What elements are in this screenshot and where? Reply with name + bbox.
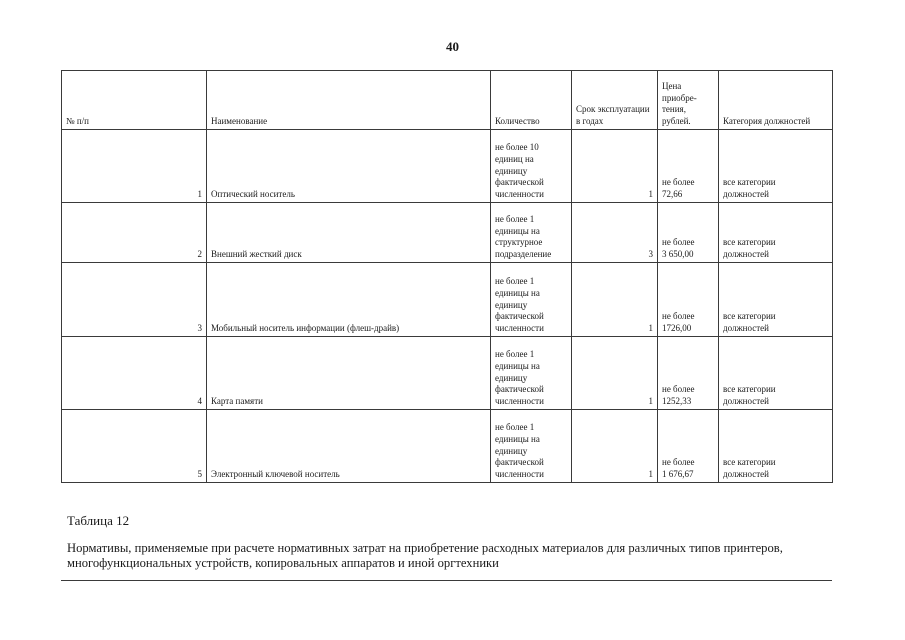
page-number: 40 <box>446 39 459 54</box>
header-qty: Количество <box>491 71 572 130</box>
cell-term: 3 <box>572 203 658 263</box>
cell-num: 4 <box>62 337 207 410</box>
header-name: Наименование <box>207 71 491 130</box>
bottom-rule <box>61 580 832 581</box>
cell-term: 1 <box>572 263 658 337</box>
cell-category: все категории должностей <box>719 130 833 203</box>
cell-num: 1 <box>62 130 207 203</box>
cell-qty: не более 1 единицы на единицу фактической численности <box>491 337 572 410</box>
cell-term: 1 <box>572 337 658 410</box>
cell-name: Оптический носитель <box>207 130 491 203</box>
cell-term: 1 <box>572 410 658 483</box>
table-row <box>62 337 833 410</box>
cell-category: все категории должностей <box>719 203 833 263</box>
cell-category: все категории должностей <box>719 263 833 337</box>
table-row <box>62 410 833 483</box>
table-header-row <box>62 71 833 130</box>
table-body <box>62 130 833 483</box>
cell-category: все категории должностей <box>719 337 833 410</box>
table-description: Нормативы, применяемые при расчете нормативных затрат на приобретение расходных материалов для различных типов принтеров, многофункциональных устройств, копировальных аппаратов и иной оргтехники <box>67 541 783 570</box>
header-num: № п/п <box>62 71 207 130</box>
cell-price: не более 1252,33 <box>658 337 719 410</box>
cell-name: Внешний жесткий диск <box>207 203 491 263</box>
cell-num: 3 <box>62 263 207 337</box>
cell-term: 1 <box>572 130 658 203</box>
cell-qty: не более 10 единиц на единицу фактической численности <box>491 130 572 203</box>
norms-table <box>61 70 833 483</box>
cell-num: 5 <box>62 410 207 483</box>
table-caption: Таблица 12 <box>67 513 130 528</box>
cell-price: не более 1 676,67 <box>658 410 719 483</box>
table-row <box>62 130 833 203</box>
cell-qty: не более 1 единицы на структурное подразделение <box>491 203 572 263</box>
header-term: Срок эксплуатации в годах <box>572 71 658 130</box>
cell-num: 2 <box>62 203 207 263</box>
cell-name: Электронный ключевой носитель <box>207 410 491 483</box>
cell-price: не более 72,66 <box>658 130 719 203</box>
cell-qty: не более 1 единицы на единицу фактической численности <box>491 263 572 337</box>
cell-category: все категории должностей <box>719 410 833 483</box>
cell-name: Карта памяти <box>207 337 491 410</box>
cell-price: не более 1726,00 <box>658 263 719 337</box>
header-category: Категория должностей <box>719 71 833 130</box>
cell-name: Мобильный носитель информации (флеш-драйв) <box>207 263 491 337</box>
table-row <box>62 203 833 263</box>
table-row <box>62 263 833 337</box>
header-price: Цена приобре- тения, рублей. <box>658 71 719 130</box>
cell-qty: не более 1 единицы на единицу фактической численности <box>491 410 572 483</box>
cell-price: не более 3 650,00 <box>658 203 719 263</box>
